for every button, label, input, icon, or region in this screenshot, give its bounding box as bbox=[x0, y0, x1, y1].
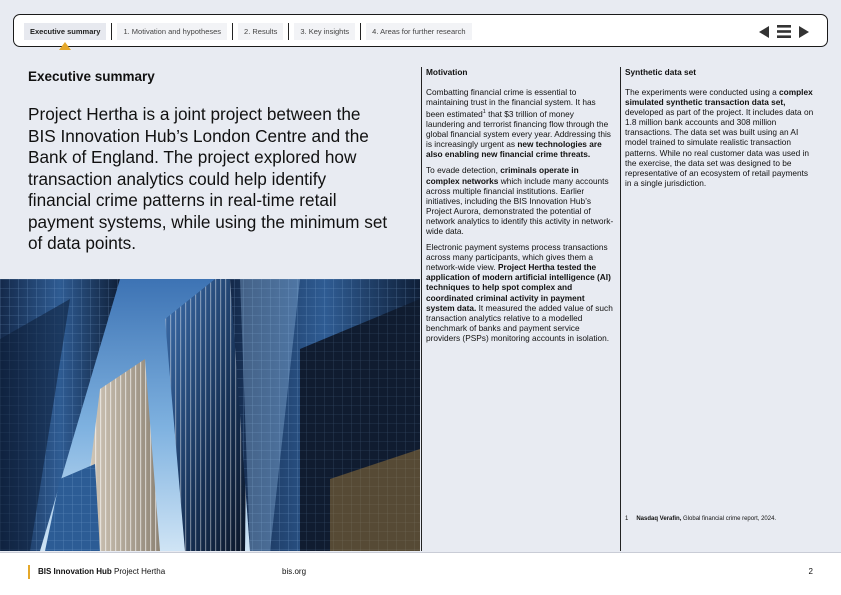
page-footer bbox=[0, 553, 841, 595]
tab-motivation-and-hypotheses[interactable] bbox=[117, 23, 227, 40]
section-tabs bbox=[24, 23, 472, 40]
page-number: 2 bbox=[808, 567, 813, 576]
column-divider bbox=[421, 67, 422, 551]
tab-label: 3. Key insights bbox=[300, 27, 350, 36]
tab-label: 4. Areas for further research bbox=[372, 27, 466, 36]
footnote-reference: 1 bbox=[482, 109, 486, 116]
skyscrapers-image bbox=[0, 279, 420, 551]
tab-label: Executive summary bbox=[30, 27, 101, 36]
column-divider bbox=[620, 67, 621, 551]
tab-key-insights[interactable] bbox=[294, 23, 355, 40]
emphasis-text: new technologies are also enabling new financial crime threats. bbox=[426, 139, 602, 160]
body-paragraph bbox=[625, 87, 815, 188]
tab-label: 2. Results bbox=[244, 27, 278, 36]
motivation-column bbox=[426, 67, 614, 551]
emphasis-text: Project Hertha tested the application of modern artificial intelligence (AI) techniques to help spot complex and coordinated criminal activity in payment system data. bbox=[426, 262, 611, 313]
body-paragraph bbox=[426, 87, 614, 159]
footer-project: Project Hertha bbox=[114, 567, 166, 576]
active-tab-marker bbox=[59, 42, 71, 50]
body-text: To evade detection, bbox=[426, 165, 501, 176]
footnote-number: 1 bbox=[625, 516, 629, 522]
body-text: developed as part of the project. It includes data on 1.8 million bank accounts and 308 million transactions. The data set was built using an AI model trained to simulate realistic transaction patterns. While no real customer data was used in the exercise, the data set was designed to be representative of an ecosystem of retail payments in a single jurisdiction. bbox=[625, 107, 814, 188]
previous-page-button[interactable] bbox=[757, 25, 771, 39]
body-text: It measured the added value of such transaction analytics relative to a modelled benchmark of banks and payment service providers (PSPs) monitoring accounts in isolation. bbox=[426, 302, 613, 343]
footer-org: BIS Innovation Hub bbox=[38, 567, 112, 576]
footer-branding bbox=[38, 567, 165, 576]
previous-icon bbox=[758, 25, 770, 39]
menu-button[interactable] bbox=[777, 25, 791, 39]
tab-areas-for-further-research[interactable] bbox=[366, 23, 471, 40]
footer-accent-bar bbox=[28, 565, 30, 579]
lead-paragraph: Project Hertha is a joint project between the BIS Innovation Hub’s London Centre and the Bank of England. The project explored how transaction analytics could help identify financial crime patterns in real-time retail payment systems, while using the minimum set of data points. bbox=[28, 104, 388, 253]
motivation-body bbox=[426, 87, 614, 343]
body-text: Combatting financial crime is essential to maintaining trust in the financial system. It has been estimated bbox=[426, 87, 596, 119]
top-navigation-bar bbox=[13, 14, 828, 47]
body-text: that $3 trillion of money laundering and terrorist financing flow through the global financial system every year. Addressing this is increasingly urgent as bbox=[426, 108, 611, 150]
tab-divider bbox=[360, 23, 361, 40]
next-icon bbox=[798, 25, 810, 39]
next-page-button[interactable] bbox=[797, 25, 811, 39]
tab-divider bbox=[111, 23, 112, 40]
page-navigation-controls bbox=[757, 23, 811, 40]
footnote bbox=[625, 516, 815, 524]
body-text: Electronic payment systems process transactions across many participants, which gives them a network-wide view. bbox=[426, 242, 608, 273]
emphasis-text: complex simulated synthetic transaction data set, bbox=[625, 87, 813, 108]
tab-divider bbox=[288, 23, 289, 40]
tab-executive-summary[interactable] bbox=[24, 23, 106, 40]
footer-website-link[interactable]: bis.org bbox=[282, 567, 307, 576]
footnote-detail: Global financial crime report, 2024. bbox=[681, 516, 777, 522]
footnote-text bbox=[636, 516, 776, 524]
body-text: which include many accounts across multiple financial institutions. Earlier initiatives, including the BIS Innovation Hub’s Project Aurora, demonstrated the potential of network analytics to identify this activity in network-wide data. bbox=[426, 175, 614, 236]
tab-results[interactable] bbox=[238, 23, 283, 40]
menu-icon bbox=[777, 25, 791, 38]
body-paragraph bbox=[426, 165, 614, 236]
motivation-heading: Motivation bbox=[426, 67, 468, 77]
body-text: The experiments were conducted using a bbox=[625, 87, 780, 97]
tab-label: 1. Motivation and hypotheses bbox=[123, 27, 222, 36]
body-paragraph bbox=[426, 242, 614, 343]
tab-divider bbox=[232, 23, 233, 40]
synthetic-data-heading: Synthetic data set bbox=[625, 67, 697, 77]
emphasis-text: criminals operate in complex networks bbox=[426, 165, 579, 186]
page-title: Executive summary bbox=[28, 69, 155, 84]
footnote-source: Nasdaq Verafin, bbox=[636, 516, 682, 522]
synthetic-data-column bbox=[625, 67, 815, 551]
synthetic-data-body bbox=[625, 87, 815, 188]
